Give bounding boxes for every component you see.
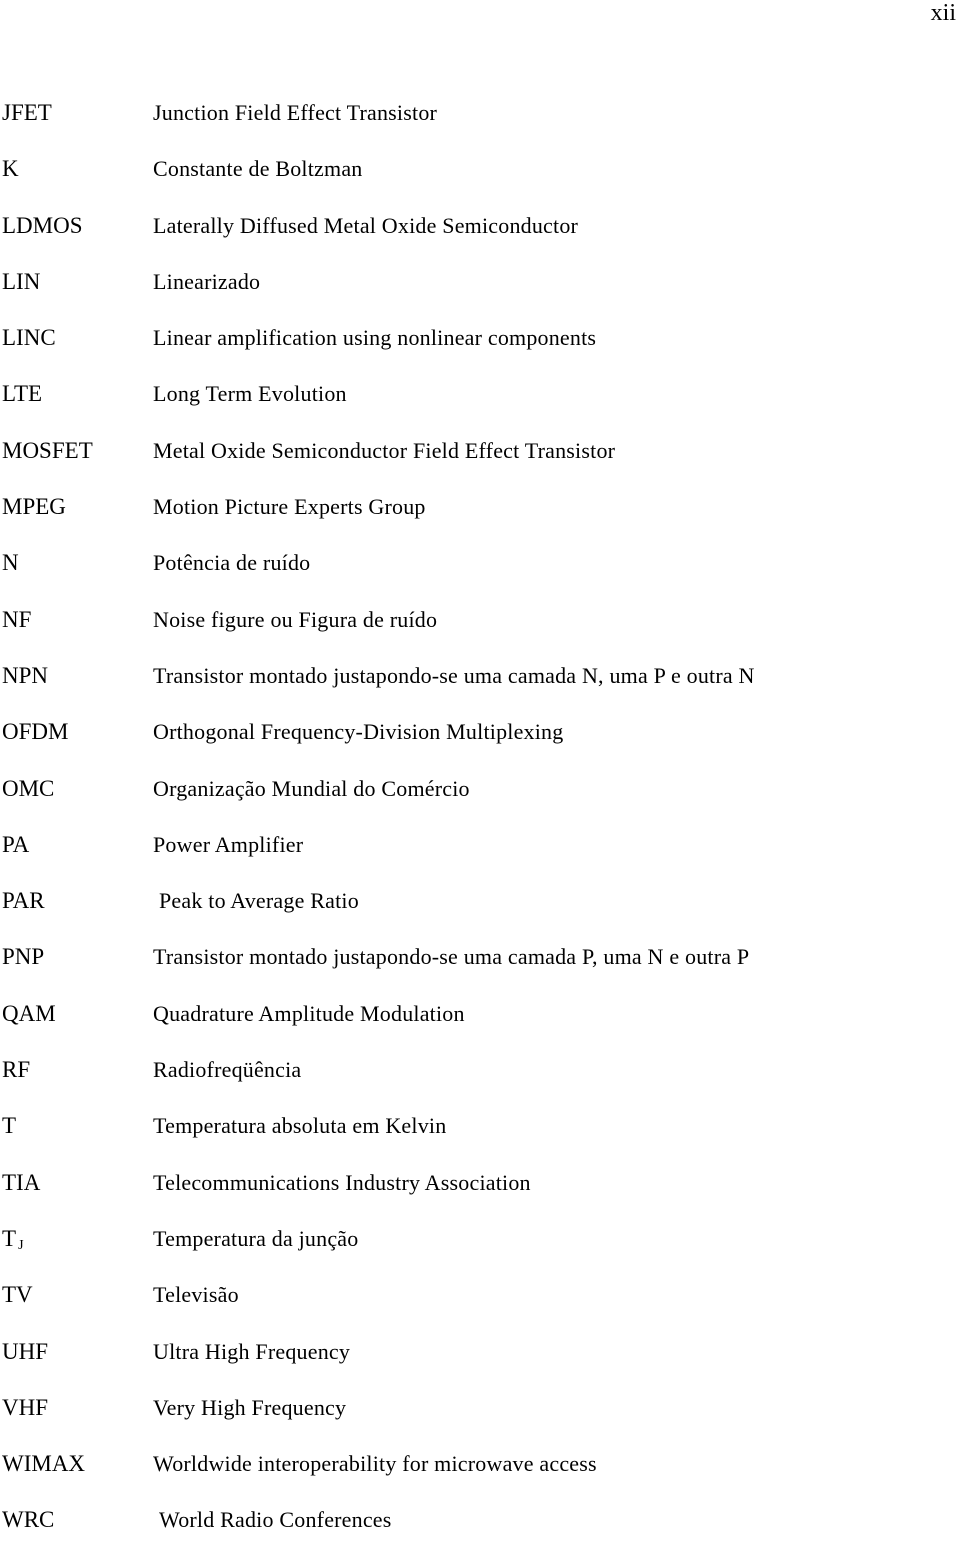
abbreviation-definition: Constante de Boltzman (153, 156, 363, 182)
abbreviation-term: QAM (2, 1000, 56, 1026)
abbreviation-term-base: T (2, 1225, 17, 1251)
abbreviation-term: PNP (2, 944, 45, 970)
abbreviation-term: NPN (2, 662, 49, 688)
abbreviation-row (0, 324, 960, 380)
abbreviation-row (0, 212, 960, 268)
abbreviation-definition: Transistor montado justapondo-se uma camada N, uma P e outra N (153, 662, 755, 688)
abbreviation-row (0, 155, 960, 211)
abbreviation-term: MPEG (2, 494, 66, 520)
abbreviation-definition: Junction Field Effect Transistor (153, 100, 438, 125)
abbreviation-definition: Transistor montado justapondo-se uma camada P, uma N e outra P (153, 944, 750, 970)
abbreviation-definition: Worldwide interoperability for microwave access (153, 1451, 597, 1477)
abbreviation-term: UHF (2, 1338, 49, 1364)
abbreviation-term: N (2, 550, 19, 576)
abbreviation-row (0, 1450, 960, 1506)
abbreviation-definition: Potência de ruído (153, 550, 311, 576)
abbreviation-row (0, 1225, 960, 1281)
abbreviation-term: LINC (2, 325, 56, 351)
abbreviation-term-subscript: J (18, 1237, 24, 1253)
abbreviation-definition: Temperatura da junção (153, 1225, 359, 1251)
abbreviation-definition: Telecommunications Industry Association (153, 1169, 531, 1195)
abbreviation-row (0, 1338, 960, 1394)
abbreviation-definition: Linear amplification using nonlinear components (153, 325, 597, 351)
abbreviation-definition: Temperatura absoluta em Kelvin (153, 1113, 447, 1139)
abbreviation-row (0, 887, 960, 943)
abbreviation-row (0, 1056, 960, 1112)
abbreviation-list (0, 99, 960, 1563)
abbreviation-row (0, 268, 960, 324)
abbreviation-row (0, 1112, 960, 1168)
abbreviation-row (0, 943, 960, 999)
abbreviation-term: VHF (2, 1394, 49, 1420)
abbreviation-definition: Quadrature Amplitude Modulation (153, 1000, 465, 1026)
abbreviation-row (0, 606, 960, 662)
abbreviation-definition: Power Amplifier (153, 831, 304, 857)
abbreviation-row (0, 1281, 960, 1337)
abbreviation-definition: Metal Oxide Semiconductor Field Effect Transistor (153, 437, 616, 463)
abbreviation-definition: Long Term Evolution (153, 381, 347, 407)
abbreviation-definition: Laterally Diffused Metal Oxide Semiconductor (153, 212, 579, 238)
abbreviation-definition: Radiofreqüência (153, 1057, 302, 1083)
abbreviation-definition: Ultra High Frequency (153, 1338, 351, 1364)
abbreviation-row (0, 549, 960, 605)
abbreviation-term: OFDM (2, 719, 69, 745)
abbreviation-definition: Noise figure ou Figura de ruído (153, 606, 438, 632)
abbreviation-row (0, 1506, 960, 1562)
abbreviation-term: JFET (2, 100, 52, 125)
abbreviation-term: NF (2, 606, 32, 632)
abbreviation-row (0, 1169, 960, 1225)
abbreviation-definition: Peak to Average Ratio (159, 888, 359, 914)
abbreviation-term: PAR (2, 888, 45, 914)
abbreviation-term (2, 1225, 24, 1260)
abbreviation-term: WIMAX (2, 1451, 86, 1477)
abbreviation-row (0, 662, 960, 718)
abbreviation-term: K (2, 156, 19, 182)
abbreviation-term: TV (2, 1282, 33, 1308)
abbreviation-definition: World Radio Conferences (159, 1507, 392, 1533)
abbreviation-term: PA (2, 831, 30, 857)
abbreviation-term: LTE (2, 381, 43, 407)
abbreviation-term: LIN (2, 268, 41, 294)
abbreviation-row (0, 775, 960, 831)
abbreviation-row (0, 99, 960, 155)
abbreviation-term: T (2, 1113, 17, 1139)
abbreviation-row (0, 718, 960, 774)
abbreviation-definition: Motion Picture Experts Group (153, 494, 426, 520)
abbreviation-term: MOSFET (2, 437, 93, 463)
abbreviation-definition: Linearizado (153, 268, 261, 294)
abbreviation-term: LDMOS (2, 212, 83, 238)
abbreviation-row (0, 437, 960, 493)
abbreviation-row (0, 1394, 960, 1450)
abbreviation-term: TIA (2, 1169, 41, 1195)
abbreviation-definition: Organização Mundial do Comércio (153, 775, 470, 801)
abbreviation-term: WRC (2, 1507, 55, 1533)
abbreviation-term: RF (2, 1057, 31, 1083)
abbreviation-row (0, 493, 960, 549)
abbreviation-definition: Very High Frequency (153, 1394, 347, 1420)
abbreviation-row (0, 1000, 960, 1056)
abbreviation-definition: Orthogonal Frequency-Division Multiplexing (153, 719, 564, 745)
abbreviation-row (0, 831, 960, 887)
abbreviation-definition: Televisão (153, 1282, 239, 1308)
abbreviation-row (0, 380, 960, 436)
page-number: xii (930, 0, 956, 26)
abbreviation-term: OMC (2, 775, 55, 801)
